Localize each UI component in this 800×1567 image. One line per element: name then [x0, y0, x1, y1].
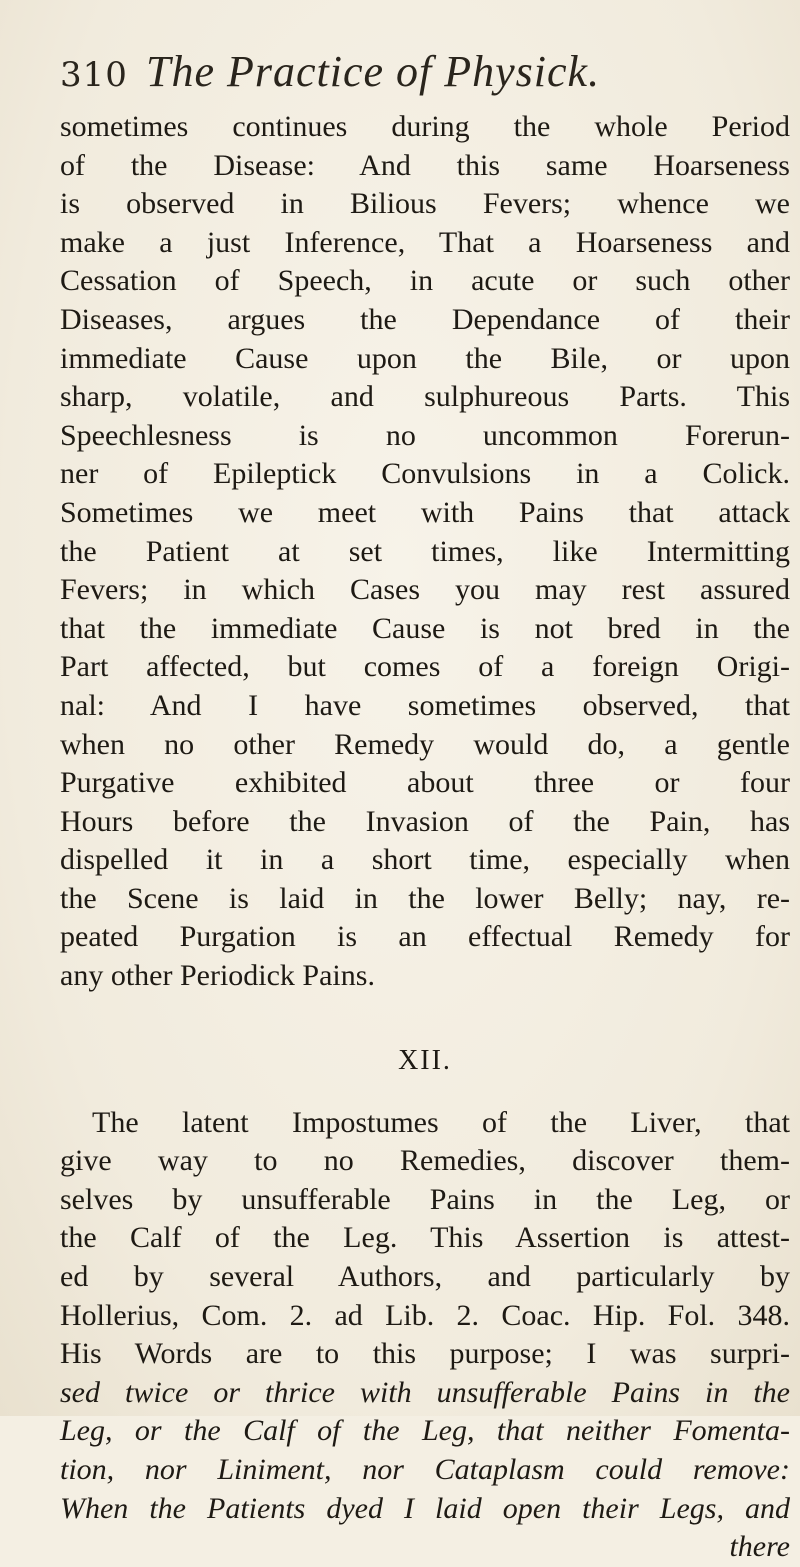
text-line: Hollerius, Com. 2. ad Lib. 2. Coac. Hip. Fol. 348. — [60, 1298, 790, 1332]
text-line: ner of Epileptick Convulsions in a Colick. — [60, 457, 790, 491]
body-text — [60, 108, 790, 1567]
text-line: sed twice or thrice with unsufferable Pains in the — [60, 1375, 790, 1409]
running-title: The Practice of Physick. — [146, 47, 601, 96]
text-line: sometimes continues during the whole Period — [60, 110, 790, 143]
text-line: peated Purgation is an effectual Remedy for — [60, 920, 790, 954]
catchword: there — [729, 1530, 790, 1564]
text-line: give way to no Remedies, discover them- — [60, 1144, 790, 1178]
text-line: of the Disease: And this same Hoarseness — [60, 148, 790, 182]
text-line: that the immediate Cause is not bred in the — [60, 611, 790, 645]
text-line: Sometimes we meet with Pains that attack — [60, 495, 790, 529]
text-line: tion, nor Liniment, nor Cataplasm could remove: — [60, 1453, 790, 1486]
text-line: Diseases, argues the Dependance of their — [60, 302, 790, 336]
text-line: Speechlesness is no uncommon Forerun- — [60, 418, 790, 452]
text-line: immediate Cause upon the Bile, or upon — [60, 341, 790, 375]
text-line: When the Patients dyed I laid open their Legs, and — [60, 1491, 790, 1525]
page-number: 310 — [60, 55, 128, 95]
text-line: any other Periodick Pains. — [60, 959, 375, 993]
paragraph-1 — [60, 108, 790, 996]
paragraph-2 — [60, 1104, 790, 1567]
text-line: dispelled it in a short time, especially when — [60, 843, 790, 877]
text-line: when no other Remedy would do, a gentle — [60, 727, 790, 761]
text-line: His Words are to this purpose; I was surpri- — [60, 1337, 790, 1371]
text-line: Cessation of Speech, in acute or such other — [60, 264, 790, 298]
text-line: selves by unsufferable Pains in the Leg, or — [60, 1182, 790, 1216]
text-line: Hours before the Invasion of the Pain, has — [60, 804, 790, 838]
text-line: the Scene is laid in the lower Belly; nay, re- — [60, 881, 790, 915]
text-line: nal: And I have sometimes observed, that — [60, 688, 790, 722]
text-line: the Patient at set times, like Intermitting — [60, 534, 790, 568]
text-line: Leg, or the Calf of the Leg, that neither Fomenta- — [60, 1414, 790, 1448]
text-line: The latent Impostumes of the Liver, that — [92, 1105, 790, 1139]
text-line: make a just Inference, That a Hoarseness and — [60, 225, 790, 259]
text-line: Part affected, but comes of a foreign Origi- — [60, 650, 790, 684]
text-line: ed by several Authors, and particularly by — [60, 1260, 790, 1294]
section-heading: XII. — [398, 1044, 452, 1076]
text-line: Purgative exhibited about three or four — [60, 766, 790, 800]
text-line: Fevers; in which Cases you may rest assured — [60, 573, 790, 607]
text-line: the Calf of the Leg. This Assertion is attest- — [60, 1221, 790, 1255]
text-line: is observed in Bilious Fevers; whence we — [60, 187, 790, 221]
running-head — [60, 46, 760, 102]
text-line: sharp, volatile, and sulphureous Parts. This — [60, 380, 790, 414]
